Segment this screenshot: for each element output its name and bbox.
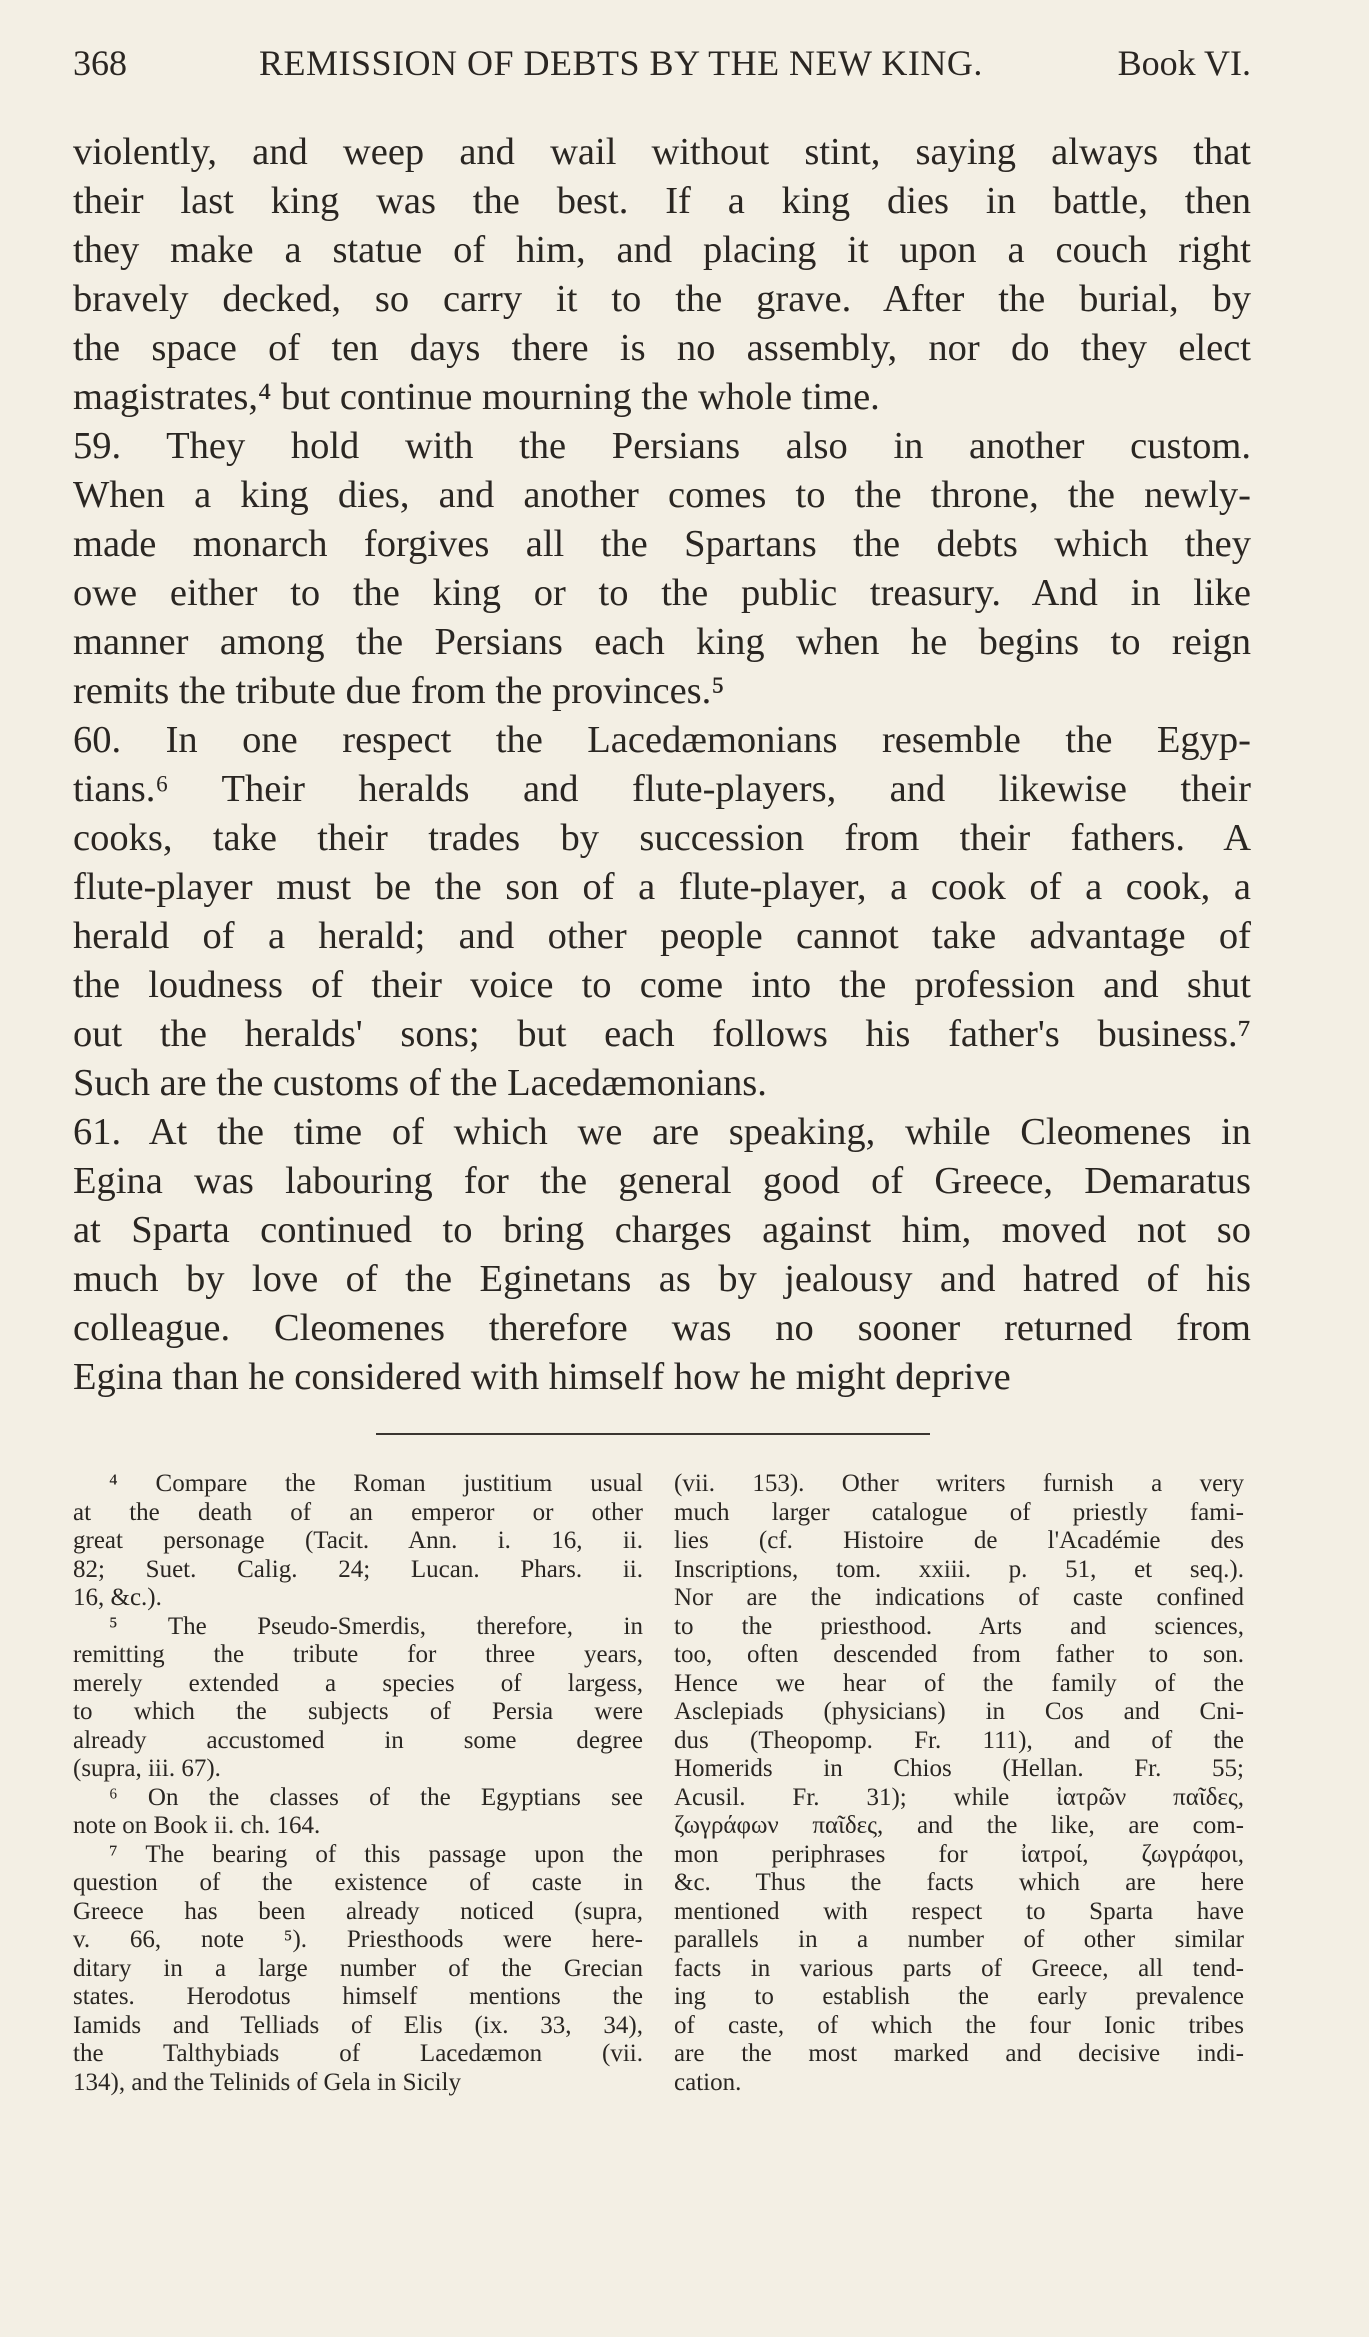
text-line: Egina than he considered with himself how he might deprive [73, 1356, 1011, 1398]
text-line: cooks, take their trades by succession from their fathers. A [73, 817, 1251, 859]
footnote-line: cation. [674, 2068, 742, 2096]
footnote-line: too, often descended from father to son. [674, 1641, 1244, 1668]
footnote-divider [376, 1433, 930, 1435]
footnote-line: at the death of an emperor or other [73, 1498, 643, 1526]
running-header [73, 38, 1251, 88]
footnote-line: Inscriptions, tom. xxiii. p. 51, et seq.). [674, 1555, 1244, 1583]
footnote-line: of caste, of which the four Ionic tribes [674, 2011, 1244, 2039]
footnote-line: Nor are the indications of caste confined [674, 1584, 1244, 1611]
footnote-line: 16, &c.). [73, 1584, 162, 1611]
footnote-line: remitting the tribute for three years, [73, 1641, 643, 1668]
footnote-line: much larger catalogue of priestly fami- [674, 1498, 1244, 1526]
footnote-line: dus (Theopomp. Fr. 111), and of the [674, 1726, 1244, 1754]
footnote-line: ⁵ The Pseudo-Smerdis, therefore, in [109, 1612, 643, 1640]
text-line: 60. In one respect the Lacedæmonians resemble the Egyp- [73, 719, 1251, 761]
footnote-line: &c. Thus the facts which are here [674, 1869, 1244, 1896]
text-line: flute-player must be the son of a flute-player, a cook of a cook, a [73, 866, 1251, 908]
footnotes-left-column [73, 1470, 643, 2097]
footnote-line: are the most marked and decisive indi- [674, 2040, 1244, 2067]
footnote-line: (supra, iii. 67). [73, 1755, 221, 1782]
footnote-line: (vii. 153). Other writers furnish a very [674, 1470, 1244, 1497]
footnote-line: Greece has been already noticed (supra, [73, 1897, 643, 1925]
footnote-line: already accustomed in some degree [73, 1726, 643, 1754]
book-label: Book VI. [1117, 43, 1251, 83]
footnote-line: great personage (Tacit. Ann. i. 16, ii. [73, 1527, 643, 1554]
text-line: magistrates,⁴ but continue mourning the whole time. [73, 376, 880, 418]
footnote-line: Acusil. Fr. 31); while ἰατρῶν παῖδες, [674, 1783, 1244, 1811]
text-line: When a king dies, and another comes to the throne, the newly- [73, 474, 1251, 516]
footnote-line: ⁷ The bearing of this passage upon the [109, 1840, 643, 1868]
text-line: remits the tribute due from the provinces.⁵ [73, 670, 725, 712]
footnote-line: ⁴ Compare the Roman justitium usual [109, 1470, 643, 1497]
footnote-line: merely extended a species of largess, [73, 1669, 643, 1697]
text-line: colleague. Cleomenes therefore was no sooner returned from [73, 1307, 1251, 1349]
footnote-line: Asclepiads (physicians) in Cos and Cni- [674, 1698, 1244, 1725]
footnote-line: to which the subjects of Persia were [73, 1698, 643, 1725]
text-line: violently, and weep and wail without stint, saying always that [73, 131, 1251, 173]
text-line: 61. At the time of which we are speaking, while Cleomenes in [73, 1111, 1251, 1153]
page-number: 368 [73, 43, 127, 83]
footnote-line: 82; Suet. Calig. 24; Lucan. Phars. ii. [73, 1555, 643, 1583]
footnote-line: ζωγράφων παῖδες, and the like, are com- [674, 1812, 1244, 1839]
text-line: tians.⁶ Their heralds and flute-players, and likewise their [73, 768, 1251, 810]
text-line: herald of a herald; and other people cannot take advantage of [73, 915, 1251, 957]
footnotes-right-column [674, 1470, 1244, 2097]
footnote-line: states. Herodotus himself mentions the [73, 1983, 643, 2010]
footnote-line: parallels in a number of other similar [674, 1926, 1244, 1953]
text-line: their last king was the best. If a king dies in battle, then [73, 180, 1251, 222]
footnote-line: Hence we hear of the family of the [674, 1669, 1244, 1697]
text-line: the space of ten days there is no assembly, nor do they elect [73, 327, 1251, 369]
footnote-line: ing to establish the early prevalence [674, 1983, 1244, 2010]
footnote-line: ⁶ On the classes of the Egyptians see [109, 1783, 643, 1811]
text-line: the loudness of their voice to come into the profession and shut [73, 964, 1251, 1006]
footnote-line: ditary in a large number of the Grecian [73, 1954, 643, 1982]
text-line: much by love of the Eginetans as by jealousy and hatred of his [73, 1258, 1251, 1300]
footnote-line: mentioned with respect to Sparta have [674, 1897, 1244, 1925]
footnote-line: Iamids and Telliads of Elis (ix. 33, 34), [73, 2011, 643, 2039]
footnote-line: 134), and the Telinids of Gela in Sicily [73, 2068, 462, 2096]
text-line: at Sparta continued to bring charges against him, moved not so [73, 1209, 1251, 1251]
text-line: Such are the customs of the Lacedæmonians. [73, 1062, 767, 1104]
text-line: manner among the Persians each king when he begins to reign [73, 621, 1251, 663]
running-title: REMISSION OF DEBTS BY THE NEW KING. [259, 43, 983, 83]
footnote-line: facts in various parts of Greece, all tend- [674, 1954, 1244, 1982]
text-line: made monarch forgives all the Spartans the debts which they [73, 523, 1251, 565]
footnote-line: question of the existence of caste in [73, 1869, 643, 1896]
footnote-line: the Talthybiads of Lacedæmon (vii. [73, 2040, 643, 2067]
text-line: out the heralds' sons; but each follows his father's business.⁷ [73, 1013, 1251, 1055]
footnote-line: note on Book ii. ch. 164. [73, 1812, 321, 1839]
text-line: bravely decked, so carry it to the grave. After the burial, by [73, 278, 1251, 320]
footnote-line: Homerids in Chios (Hellan. Fr. 55; [674, 1755, 1244, 1782]
text-line: Egina was labouring for the general good of Greece, Demaratus [73, 1160, 1251, 1202]
text-line: owe either to the king or to the public treasury. And in like [73, 572, 1251, 614]
text-line: 59. They hold with the Persians also in another custom. [73, 425, 1251, 467]
footnote-line: to the priesthood. Arts and sciences, [674, 1612, 1244, 1640]
main-text [73, 128, 1251, 1402]
footnote-line: lies (cf. Histoire de l'Académie des [674, 1527, 1244, 1554]
text-line: they make a statue of him, and placing it upon a couch right [73, 229, 1251, 271]
footnote-line: mon periphrases for ἰατροί, ζωγράφοι, [674, 1840, 1244, 1868]
footnote-line: v. 66, note ⁵). Priesthoods were here- [73, 1926, 643, 1953]
